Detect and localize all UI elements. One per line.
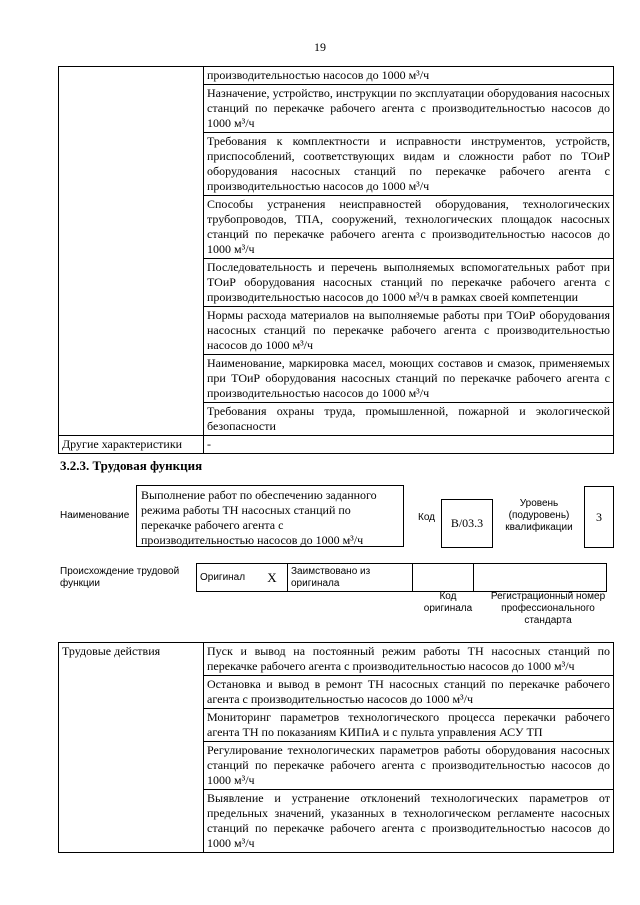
origin-table	[196, 563, 607, 592]
table-cell: Нормы расхода материалов на выполняемые работы при ТОиР оборудования насосных станций по перекачке рабочего агента с производительностью насосов до 1000 м³/ч	[204, 307, 614, 355]
table-cell: Назначение, устройство, инструкции по эксплуатации оборудования насосных станций по перекачке рабочего агента с производительностью насосов до 1000 м³/ч	[204, 85, 614, 133]
page-number: 19	[314, 40, 326, 54]
table-row	[59, 436, 614, 454]
other-characteristics-label: Другие характеристики	[59, 436, 204, 454]
code-caption: Код оригинала	[423, 591, 473, 614]
table-cell: Мониторинг параметров технологического процесса перекачки рабочего агента ТН по показаниям КИПиА и с пульта управления АСУ ТП	[204, 709, 614, 742]
table-cell: Пуск и вывод на постоянный режим работы ТН насосных станций по перекачке рабочего агента с производительностью насосов до 1000 м³/ч	[204, 643, 614, 676]
function-name-box: Выполнение работ по обеспечению заданного режима работы ТН насосных станций по перекачке рабочего агента с производительностью насосов до 1000 м³/ч	[136, 485, 404, 547]
table-left-cell	[59, 67, 204, 436]
original-label: Оригинал	[197, 564, 258, 592]
section-heading: 3.2.3. Трудовая функция	[60, 458, 203, 473]
table-cell: Требования охраны труда, промышленной, пожарной и экологической безопасности	[204, 403, 614, 436]
original-code-cell	[413, 564, 474, 592]
table-cell: Остановка и вывод в ремонт ТН насосных станций по перекачке рабочего агента с производительностью насосов до 1000 м³/ч	[204, 676, 614, 709]
name-label	[60, 510, 129, 522]
table-row	[59, 643, 614, 676]
origin-label: Происхождение трудовой функции	[60, 566, 180, 589]
labor-actions-label: Трудовые действия	[59, 643, 204, 853]
table-cell: производительностью насосов до 1000 м³/ч	[204, 67, 614, 85]
reg-caption: Регистрационный номер профессионального стандарта	[490, 591, 606, 626]
borrowed-label: Заимствовано из оригинала	[288, 564, 413, 592]
table-cell: Последовательность и перечень выполняемых вспомогательных работ при ТОиР оборудования насосных станций по перекачке рабочего агента с производительностью насосов до 1000 м³/ч в рамках своей компетенции	[204, 259, 614, 307]
original-mark: X	[257, 564, 288, 592]
name-label-text: Наименование	[60, 510, 130, 521]
table-row	[197, 564, 607, 592]
knowledge-table	[58, 66, 614, 454]
table-row	[59, 67, 614, 85]
labor-actions-table	[58, 642, 614, 853]
level-label: Уровень (подуровень) квалификации	[505, 498, 573, 533]
table-cell: Выявление и устранение отклонений технологических параметров от предельных значений, указанных в технологическом регламенте насосных станций по перекачке рабочего агента с производительностью насосов до 1000 м³/ч	[204, 790, 614, 853]
level-value-box: 3	[584, 486, 614, 548]
other-characteristics-value: -	[204, 436, 614, 454]
code-value-box: В/03.3	[441, 499, 493, 548]
table-cell: Наименование, маркировка масел, моющих составов и смазок, применяемых при ТОиР оборудования насосных станций по перекачке рабочего агента с производительностью насосов до 1000 м³/ч	[204, 355, 614, 403]
code-label: Код	[418, 512, 436, 523]
table-cell: Требования к комплектности и исправности инструментов, устройств, приспособлений, соответствующих видам и сложности работ по ТОиР оборудования насосных станций по перекачке рабочего агента с производительностью насосов до 1000 м³/ч	[204, 133, 614, 196]
table-cell: Регулирование технологических параметров работы оборудования насосных станций по перекачке рабочего агента с производительностью насосов до 1000 м³/ч	[204, 742, 614, 790]
table-cell: Способы устранения неисправностей оборудования, технологических трубопроводов, ТПА, сооружений, технологических площадок насосных станций по перекачке рабочего агента с производительностью насосов до 1000 м³/ч	[204, 196, 614, 259]
reg-number-cell	[474, 564, 607, 592]
